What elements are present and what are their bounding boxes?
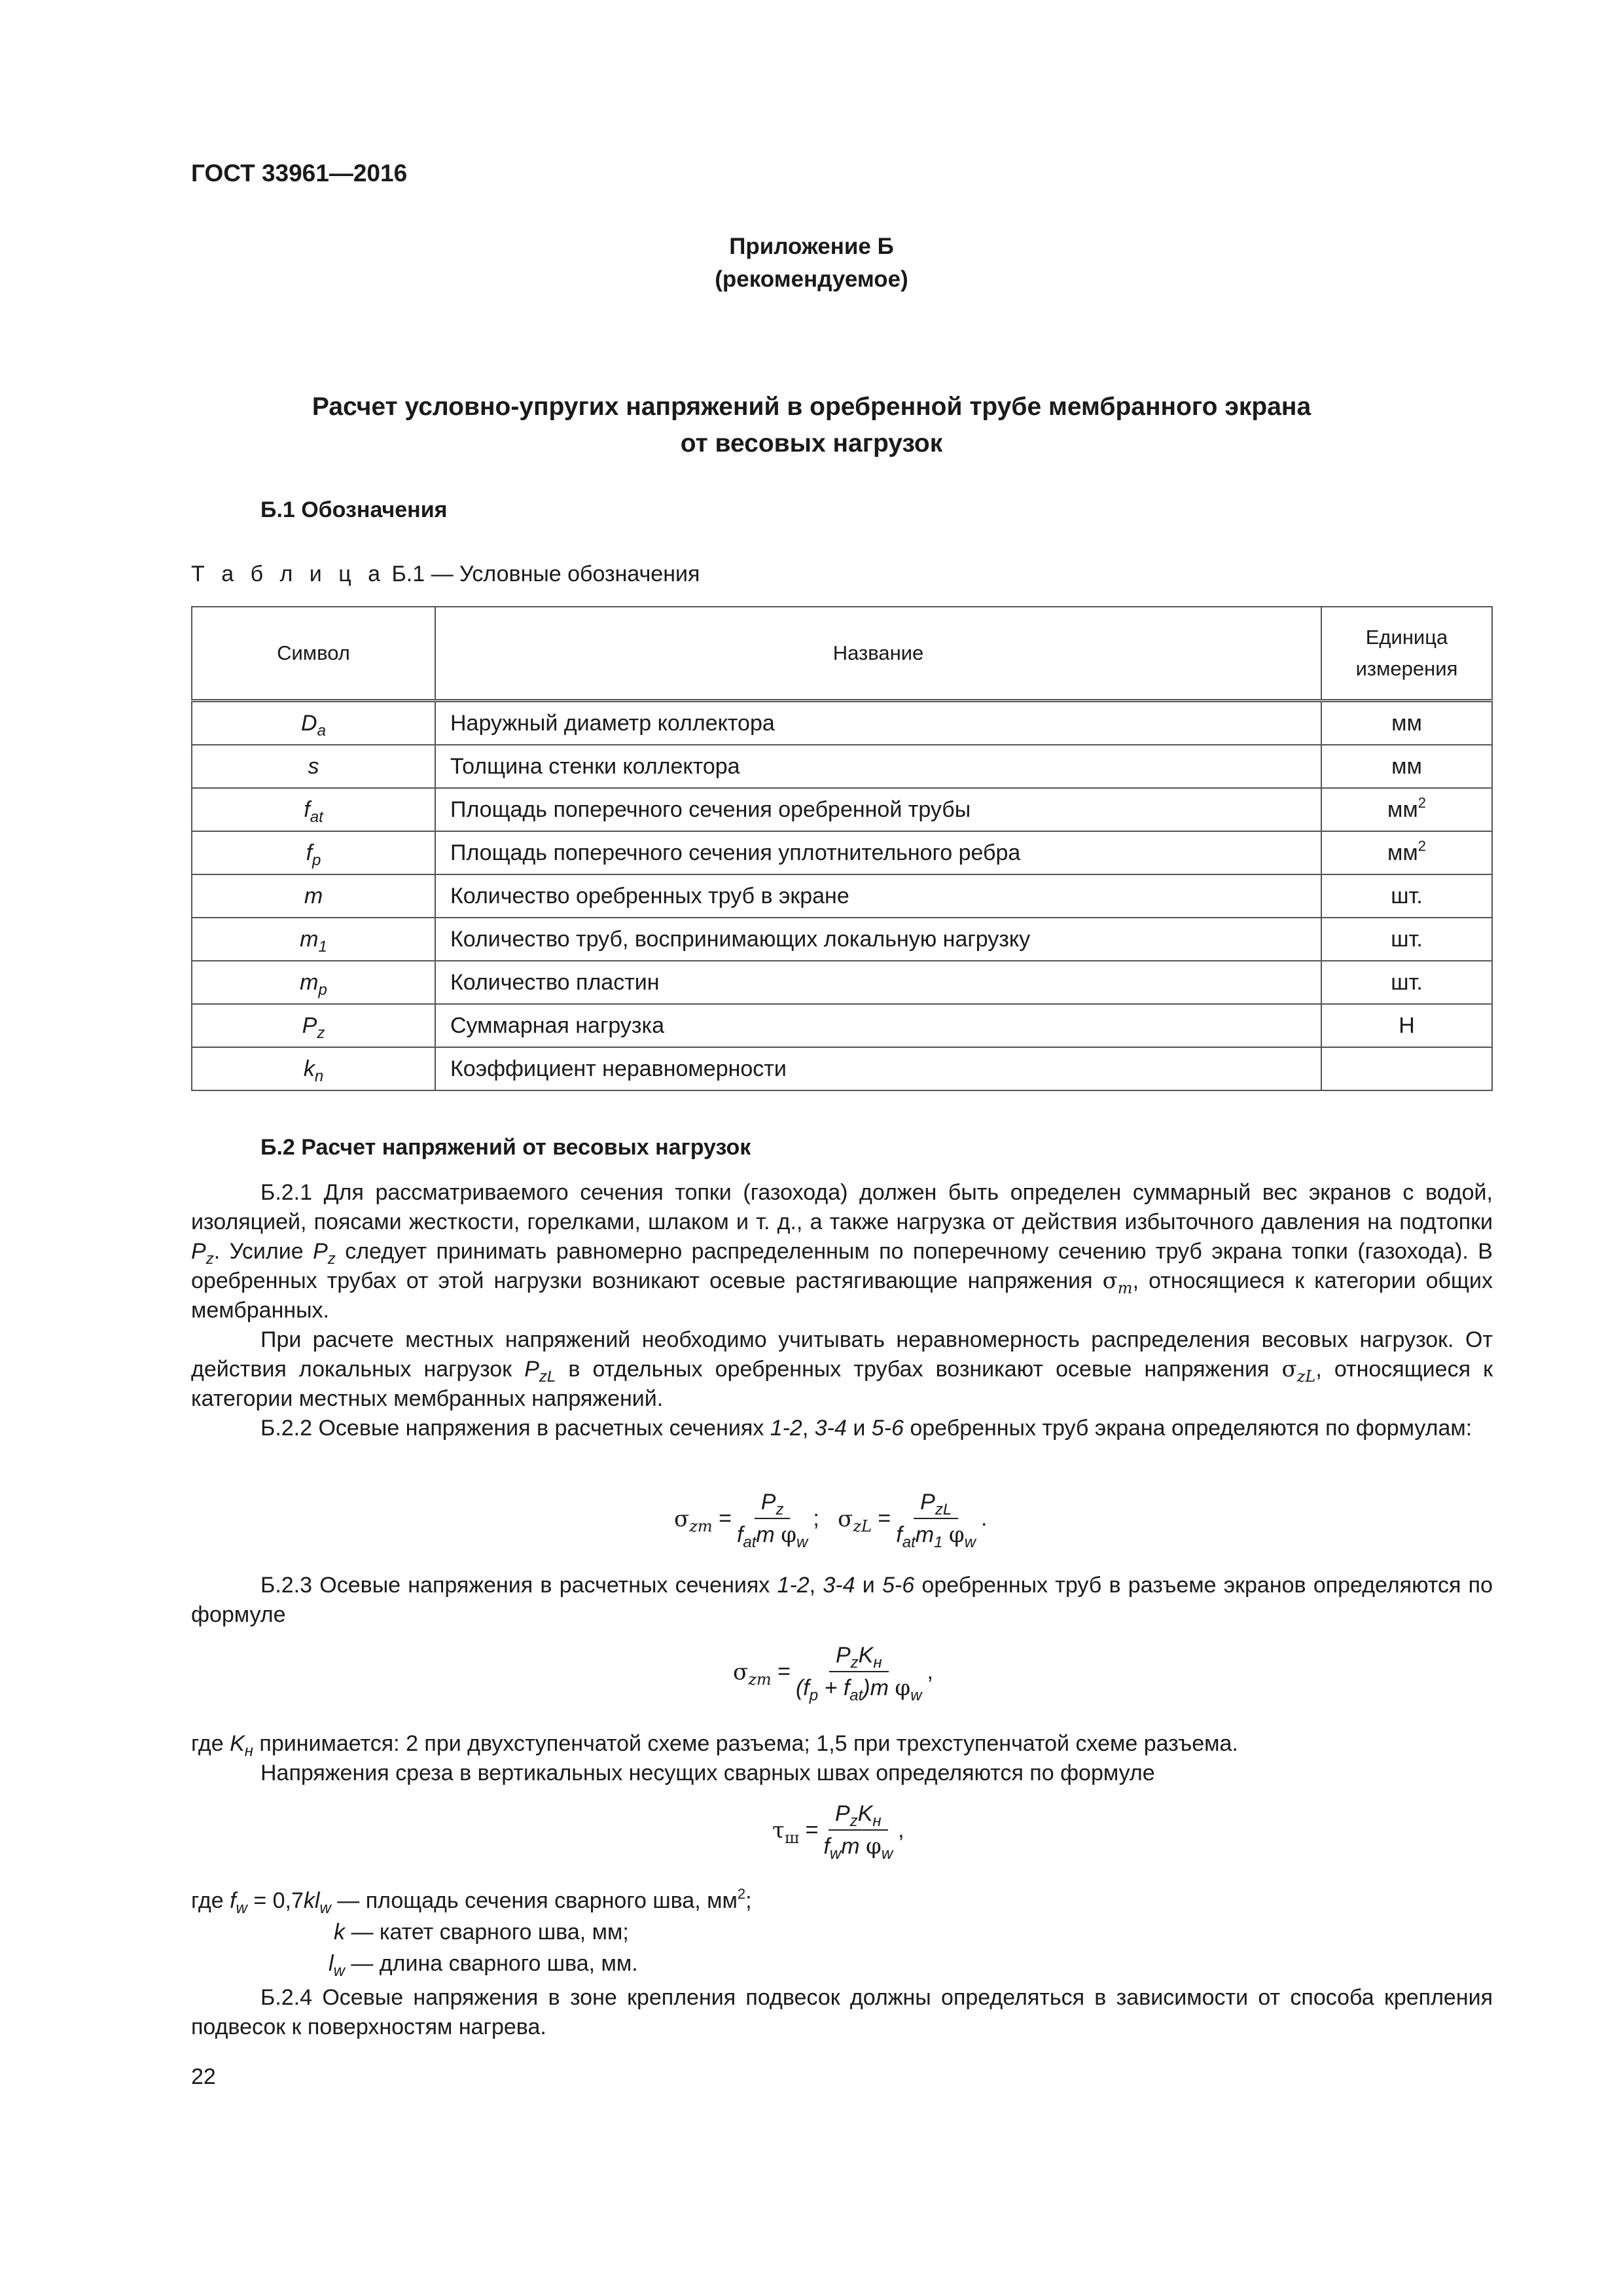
header-symbol: Символ bbox=[192, 607, 435, 701]
annex-title bbox=[0, 389, 1623, 462]
math-sigma-zl: $\sigma_{zL}$ bbox=[1281, 1356, 1316, 1386]
header-unit bbox=[1321, 607, 1492, 701]
text-run: — длина сварного шва, мм. bbox=[344, 1951, 638, 1976]
table-row bbox=[192, 1047, 1492, 1090]
unit-text: шт. bbox=[1391, 969, 1423, 995]
symbol-subscript: 1 bbox=[318, 937, 327, 956]
section-ref: 3-4 bbox=[814, 1416, 847, 1441]
text-run: Б.2.3 Осевые напряжения в расчетных сечениях bbox=[260, 1573, 777, 1598]
symbol-cell bbox=[192, 788, 435, 831]
table-row bbox=[192, 918, 1492, 961]
table-caption-prefix: Т а б л и ц а bbox=[191, 562, 386, 586]
text-run: , относящиеся к категории общих мембранных. bbox=[191, 1268, 1493, 1323]
symbol-subscript: p bbox=[318, 980, 327, 999]
unit-text: мм bbox=[1387, 797, 1418, 822]
math-pzl: $P_{zL}$ bbox=[524, 1357, 556, 1386]
paragraph-local-loads bbox=[191, 1325, 1493, 1414]
unit-cell bbox=[1321, 1004, 1492, 1047]
text-run: в отдельных оребренных трубах возникают осевые напряжения bbox=[556, 1357, 1282, 1382]
unit-superscript: 2 bbox=[1418, 837, 1426, 854]
text-run: где bbox=[191, 1731, 230, 1756]
unit-text: шт. bbox=[1391, 883, 1423, 908]
table-header-row bbox=[192, 607, 1492, 701]
text-run: — катет сварного шва, мм; bbox=[345, 1920, 629, 1945]
text-run: и bbox=[846, 1416, 872, 1441]
symbol-cell bbox=[192, 831, 435, 874]
symbol-cell bbox=[192, 918, 435, 961]
unit-text: мм bbox=[1391, 753, 1422, 779]
unit-cell bbox=[1321, 745, 1492, 788]
text-run: , bbox=[809, 1573, 823, 1598]
paragraph-b24: Б.2.4 Осевые напряжения в зоне крепления подвесок должны определяться в зависимости от способа крепления подвесок к поверхностям нагрева. bbox=[191, 1985, 1493, 2039]
symbol-subscript: a bbox=[317, 721, 326, 740]
math-sigma-zm: $\sigma_{zm}$ bbox=[733, 1659, 772, 1689]
annex-label: Приложение Б bbox=[729, 234, 894, 259]
table-row bbox=[192, 745, 1492, 788]
math-pz: $P_z$ bbox=[191, 1239, 214, 1268]
table-row bbox=[192, 831, 1492, 874]
table-caption-text: Б.1 — Условные обозначения bbox=[385, 562, 700, 586]
text-run: следует принимать равномерно распределенным по поперечному сечению труб экрана топки (газохода). В оребренных трубах от этой нагрузки возникают осевые растягивающие напряжения bbox=[191, 1239, 1493, 1293]
unit-text: шт. bbox=[1391, 926, 1423, 952]
where-fw: где $f_w = 0,7kl_w$ — площадь сечения сварного шва, $мм^2$; bbox=[191, 1886, 752, 1917]
paragraph-b23 bbox=[191, 1571, 1493, 1630]
paragraph-shear: Напряжения среза в вертикальных несущих сварных швах определяются по формуле bbox=[260, 1761, 1155, 1785]
page-number: 22 bbox=[191, 2064, 216, 2089]
fraction: $\frac{P_z}{f_{at}m \varphi_w}$ bbox=[736, 1490, 808, 1551]
symbol-subscript: at bbox=[310, 808, 323, 826]
symbol-letter: f bbox=[304, 797, 310, 822]
symbol-letter: m bbox=[304, 883, 323, 908]
section-ref: 1-2 bbox=[777, 1573, 810, 1598]
name-cell: Количество пластин bbox=[435, 961, 1321, 1004]
table-row bbox=[192, 701, 1492, 745]
text-run: , bbox=[802, 1416, 815, 1441]
text-run: Б.2.2 Осевые напряжения в расчетных сечениях bbox=[260, 1416, 770, 1441]
symbol-letter: k bbox=[303, 1056, 315, 1081]
name-cell: Толщина стенки коллектора bbox=[435, 745, 1321, 788]
section-heading-b1: Б.1 Обозначения bbox=[260, 497, 448, 522]
unit-text: мм bbox=[1391, 710, 1422, 736]
annex-title-line2: от весовых нагрузок bbox=[680, 429, 943, 457]
unit-superscript: 2 bbox=[1418, 794, 1426, 811]
symbol-letter: s bbox=[308, 753, 319, 779]
annex-heading bbox=[0, 230, 1623, 296]
symbol-cell bbox=[192, 874, 435, 918]
formula-sigma-zm-zl: $\sigma_{zm}$ = $\frac{P_z}{f_{at}m \varphi_w}$ ; $\sigma_{zL}$ = $\frac{P_{zL}}{f_{at}m_1 \varphi_w}$ . bbox=[674, 1490, 988, 1551]
paragraph-b24-block bbox=[191, 1983, 1493, 2042]
table-row bbox=[192, 874, 1492, 918]
where-lw: $l_w$ — длина сварного шва, мм. bbox=[329, 1951, 638, 1980]
unit-cell bbox=[1321, 701, 1492, 745]
name-cell: Коэффициент неравномерности bbox=[435, 1047, 1321, 1090]
text-run: — площадь сечения сварного шва, мм bbox=[330, 1888, 738, 1913]
formula-tau: $\tau_ш$ = $\frac{P_zK_н}{f_wm \varphi_w}$ , bbox=[772, 1801, 904, 1863]
paragraph-b22 bbox=[191, 1414, 1493, 1443]
text-run: оребренных труб в разъеме экранов определяются по формуле bbox=[191, 1573, 1493, 1627]
unit-cell bbox=[1321, 918, 1492, 961]
symbol-letter: D bbox=[301, 710, 317, 736]
symbol-cell bbox=[192, 1004, 435, 1047]
section-ref: 5-6 bbox=[871, 1416, 904, 1441]
text-run: При расчете местных напряжений необходимо учитывать неравномерность распределения весовых нагрузок. От действия локальных нагрузок bbox=[191, 1327, 1493, 1382]
unit-cell bbox=[1321, 1047, 1492, 1090]
symbol-letter: m bbox=[300, 969, 319, 995]
name-cell: Площадь поперечного сечения уплотнительного ребра bbox=[435, 831, 1321, 874]
name-cell: Наружный диаметр коллектора bbox=[435, 701, 1321, 745]
text-run: и bbox=[855, 1573, 883, 1598]
unit-text: мм bbox=[1387, 840, 1418, 865]
unit-cell bbox=[1321, 831, 1492, 874]
formula-sigma-zm-joint: $\sigma_{zm}$ = $\frac{P_zK_н}{(f_p + f_{at})m \varphi_w}$ , bbox=[733, 1643, 933, 1704]
symbol-cell bbox=[192, 745, 435, 788]
math-sigma-zm: $\sigma_{zm}$ bbox=[674, 1505, 713, 1535]
fraction: $\frac{P_{zL}}{f_{at}m_1 \varphi_w}$ bbox=[896, 1490, 976, 1551]
math-kn: $K_н$ bbox=[230, 1731, 253, 1760]
text-run: = 0,7 bbox=[247, 1888, 304, 1913]
symbol-cell bbox=[192, 961, 435, 1004]
symbol-subscript: z bbox=[317, 1024, 325, 1042]
unit-cell bbox=[1321, 961, 1492, 1004]
text-run: принимается: 2 при двухступенчатой схеме разъема; 1,5 при трехступенчатой схеме разъема. bbox=[253, 1731, 1238, 1756]
fraction: $\frac{P_zK_н}{(f_p + f_{at})m \varphi_w}$ bbox=[795, 1643, 922, 1704]
unit-cell bbox=[1321, 874, 1492, 918]
paragraph-b23-block bbox=[191, 1571, 1493, 1630]
header-name: Название bbox=[435, 607, 1321, 701]
math-sigma-m: $\sigma_m$ bbox=[1102, 1268, 1133, 1297]
paragraph-kn bbox=[191, 1729, 1493, 1759]
fraction: $\frac{P_zK_н}{f_wm \varphi_w}$ bbox=[823, 1801, 893, 1863]
annex-title-line1: Расчет условно-упругих напряжений в оребренной трубе мембранного экрана bbox=[312, 393, 1311, 421]
table-row bbox=[192, 961, 1492, 1004]
symbol-cell bbox=[192, 1047, 435, 1090]
symbol-letter: P bbox=[302, 1013, 317, 1038]
text-run: . Усилие bbox=[213, 1239, 313, 1264]
symbol-subscript: n bbox=[314, 1067, 324, 1085]
math-sigma-zl: $\sigma_{zL}$ bbox=[838, 1505, 872, 1535]
symbol-letter: m bbox=[300, 926, 319, 952]
symbol-letter: f bbox=[306, 840, 313, 865]
symbols-table bbox=[191, 606, 1493, 1091]
math-pz: $P_z$ bbox=[313, 1239, 336, 1268]
header-unit-line2: измерения bbox=[1355, 657, 1458, 680]
table-caption bbox=[191, 562, 700, 587]
name-cell: Суммарная нагрузка bbox=[435, 1004, 1321, 1047]
paragraph-kn-block bbox=[191, 1729, 1493, 1788]
symbol-cell bbox=[192, 701, 435, 745]
text-run: , относящиеся к категории местных мембранных напряжений. bbox=[191, 1357, 1493, 1411]
text-run: где bbox=[191, 1888, 230, 1913]
name-cell: Площадь поперечного сечения оребренной трубы bbox=[435, 788, 1321, 831]
text-run: Б.2.1 Для рассматриваемого сечения топки (газохода) должен быть определен суммарный вес экранов с водой, изоляцией, поясами жесткости, горелками, шлаком и т. д., а также нагрузка от действия избыточного давления на подтопки bbox=[191, 1180, 1493, 1234]
unit-cell bbox=[1321, 788, 1492, 831]
header-unit-line1: Единица bbox=[1365, 626, 1448, 649]
document-code: ГОСТ 33961—2016 bbox=[191, 160, 408, 187]
section-heading-b2: Б.2 Расчет напряжений от весовых нагрузок bbox=[260, 1135, 751, 1160]
unit-text: Н bbox=[1399, 1013, 1415, 1038]
name-cell: Количество труб, воспринимающих локальную нагрузку bbox=[435, 918, 1321, 961]
paragraph-b21 bbox=[191, 1178, 1493, 1325]
unit-superscript: 2 bbox=[737, 1886, 746, 1902]
where-block bbox=[191, 1885, 752, 1979]
text-run: ; bbox=[745, 1888, 752, 1913]
section-ref: 5-6 bbox=[882, 1573, 915, 1598]
table-row bbox=[192, 1004, 1492, 1047]
table-row bbox=[192, 788, 1492, 831]
name-cell: Количество оребренных труб в экране bbox=[435, 874, 1321, 918]
where-k: k — катет сварного шва, мм; bbox=[334, 1920, 629, 1945]
section-b2-text bbox=[191, 1178, 1493, 1443]
text-run: оребренных труб экрана определяются по формулам: bbox=[903, 1416, 1472, 1441]
section-ref: 1-2 bbox=[770, 1416, 802, 1441]
annex-status: (рекомендуемое) bbox=[715, 266, 908, 292]
symbol-subscript: p bbox=[312, 851, 321, 869]
section-ref: 3-4 bbox=[823, 1573, 855, 1598]
math-tau: $\tau_ш$ bbox=[772, 1817, 800, 1847]
